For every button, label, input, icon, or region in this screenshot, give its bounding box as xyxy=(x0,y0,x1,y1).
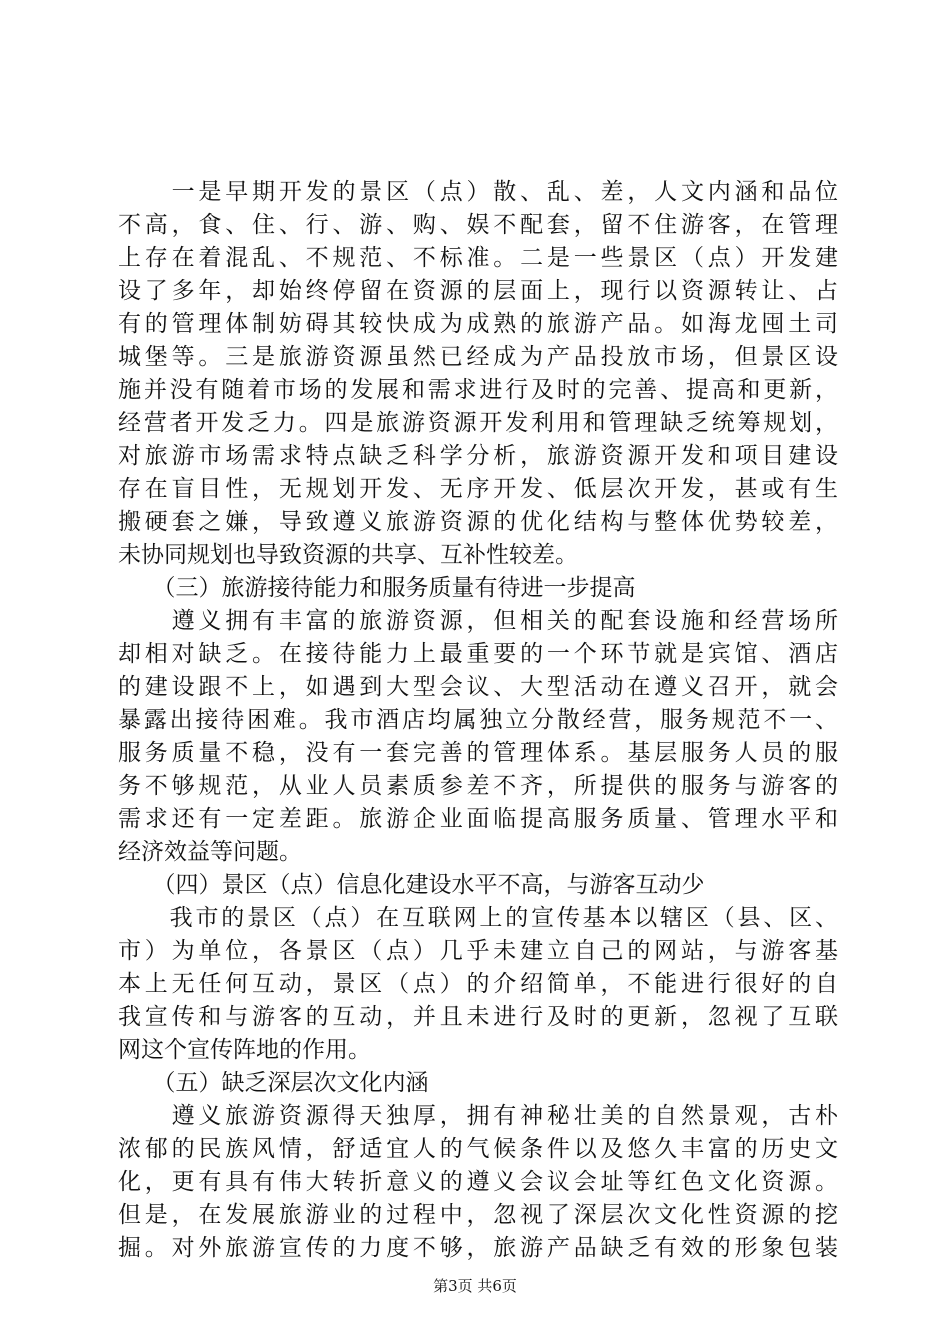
text-line: 却相对缺乏。在接待能力上最重要的一个环节就是宾馆、酒店 xyxy=(118,641,838,667)
text-line: 施并没有随着市场的发展和需求进行及时的完善、提高和更新， xyxy=(118,377,838,403)
text-line: 未协同规划也导致资源的共享、互补性较差。 xyxy=(118,542,578,568)
page-footer: 第3页 共6页 xyxy=(433,1277,517,1295)
text-line: 的建设跟不上，如遇到大型会议、大型活动在遵义召开，就会 xyxy=(118,674,838,700)
text-line: （四）景区（点）信息化建设水平不高，与游客互动少 xyxy=(118,872,705,898)
text-line: 对旅游市场需求特点缺乏科学分析，旅游资源开发和项目建设 xyxy=(118,443,838,469)
text-line: 市）为单位，各景区（点）几乎未建立自己的网站，与游客基 xyxy=(118,938,838,964)
text-line: 服务质量不稳，没有一套完善的管理体系。基层服务人员的服 xyxy=(118,740,838,766)
text-line: 上存在着混乱、不规范、不标准。二是一些景区（点）开发建 xyxy=(118,245,838,271)
text-line: 务不够规范，从业人员素质参差不齐，所提供的服务与游客的 xyxy=(118,773,838,799)
text-line: 本上无任何互动，景区（点）的介绍简单，不能进行很好的自 xyxy=(118,971,838,997)
text-line: （五）缺乏深层次文化内涵 xyxy=(118,1070,429,1096)
text-line: 浓郁的民族风情，舒适宜人的气候条件以及悠久丰富的历史文 xyxy=(118,1136,838,1162)
text-line: 化，更有具有伟大转折意义的遵义会议会址等红色文化资源。 xyxy=(118,1169,838,1195)
text-line: 不高，食、住、行、游、购、娱不配套，留不住游客，在管理 xyxy=(118,212,838,238)
text-line: 掘。对外旅游宣传的力度不够，旅游产品缺乏有效的形象包装 xyxy=(118,1235,838,1261)
text-line: 网这个宣传阵地的作用。 xyxy=(118,1037,371,1063)
text-line: 存在盲目性，无规划开发、无序开发、低层次开发，甚或有生 xyxy=(118,476,838,502)
text-line: 有的管理体制妨碍其较快成为成熟的旅游产品。如海龙囤土司 xyxy=(118,311,838,337)
text-line: 暴露出接待困难。我市酒店均属独立分散经营，服务规范不一、 xyxy=(118,707,838,733)
text-line: 我宣传和与游客的互动，并且未进行及时的更新，忽视了互联 xyxy=(118,1004,838,1030)
text-line: 城堡等。三是旅游资源虽然已经成为产品投放市场，但景区设 xyxy=(118,344,838,370)
body-text xyxy=(118,176,838,1265)
text-line: 需求还有一定差距。旅游企业面临提高服务质量、管理水平和 xyxy=(118,806,838,832)
text-line: 经营者开发乏力。四是旅游资源开发利用和管理缺乏统筹规划， xyxy=(118,410,838,436)
text-line: 设了多年，却始终停留在资源的层面上，现行以资源转让、占 xyxy=(118,278,838,304)
text-line: （三）旅游接待能力和服务质量有待进一步提高 xyxy=(118,575,636,601)
text-line: 但是，在发展旅游业的过程中，忽视了深层次文化性资源的挖 xyxy=(118,1202,838,1228)
text-line: 经济效益等问题。 xyxy=(118,839,302,865)
text-line: 搬硬套之嫌，导致遵义旅游资源的优化结构与整体优势较差， xyxy=(118,509,838,535)
text-line: 遵义旅游资源得天独厚，拥有神秘壮美的自然景观，古朴 xyxy=(118,1103,838,1129)
text-line: 一是早期开发的景区（点）散、乱、差，人文内涵和品位 xyxy=(118,179,838,205)
text-line: 遵义拥有丰富的旅游资源，但相关的配套设施和经营场所 xyxy=(118,608,838,634)
text-line: 我市的景区（点）在互联网上的宣传基本以辖区（县、区、 xyxy=(118,905,838,931)
